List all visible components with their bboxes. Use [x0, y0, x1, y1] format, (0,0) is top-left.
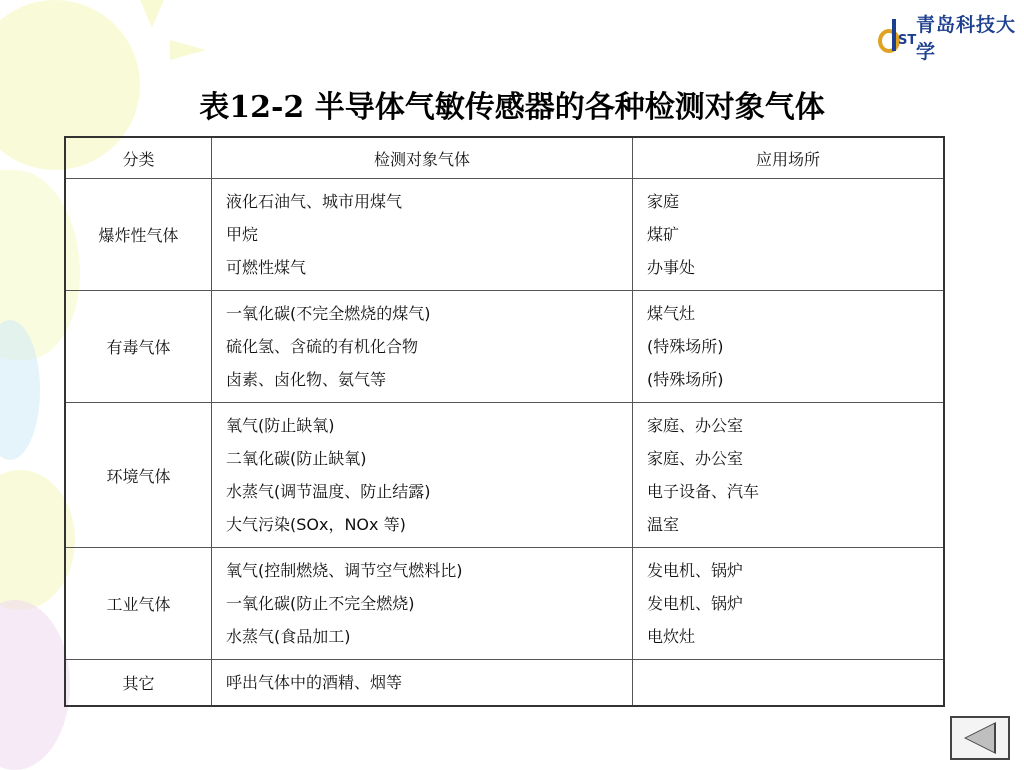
place-line: 家庭、办公室	[647, 449, 744, 468]
row-category: 爆炸性气体	[65, 179, 212, 291]
place-line: (特殊场所)	[647, 337, 724, 356]
table-row	[65, 660, 944, 707]
table-row	[65, 179, 944, 291]
place-line: 发电机、锅炉	[647, 561, 744, 580]
gas-line: 一氧化碳(防止不完全燃烧)	[226, 594, 415, 613]
gas-line: 卤素、卤化物、氨气等	[226, 370, 387, 389]
slide-title: 表12-2 半导体气敏传感器的各种检测对象气体	[199, 90, 825, 125]
gas-line: 二氧化碳(防止缺氧)	[226, 449, 367, 468]
place-line: 电子设备、汽车	[647, 482, 760, 501]
university-logo	[876, 10, 1024, 64]
gas-line: 一氧化碳(不完全燃烧的煤气)	[226, 304, 431, 323]
row-places	[633, 179, 945, 291]
header-gases: 检测对象气体	[212, 137, 633, 179]
row-places	[633, 660, 945, 707]
row-category: 其它	[65, 660, 212, 707]
table-header-row	[65, 137, 944, 179]
background-ray	[140, 0, 164, 28]
qust-logo-icon	[876, 17, 917, 57]
row-places	[633, 548, 945, 660]
table-row	[65, 548, 944, 660]
row-category: 有毒气体	[65, 291, 212, 403]
logo-mark-letters: ST	[898, 33, 917, 48]
row-gases	[212, 660, 633, 707]
gas-line: 甲烷	[226, 225, 259, 244]
row-category: 工业气体	[65, 548, 212, 660]
background-ray	[170, 40, 206, 60]
row-gases	[212, 403, 633, 548]
gas-line: 可燃性煤气	[226, 258, 307, 277]
table-row	[65, 291, 944, 403]
row-gases	[212, 548, 633, 660]
place-line: 办事处	[647, 258, 696, 277]
row-places	[633, 291, 945, 403]
row-gases	[212, 291, 633, 403]
place-line: 煤气灶	[647, 304, 696, 323]
place-line: 温室	[647, 515, 680, 534]
row-category: 环境气体	[65, 403, 212, 548]
place-line: (特殊场所)	[647, 370, 724, 389]
background-blob	[0, 600, 70, 770]
row-places	[633, 403, 945, 548]
gas-line: 大气污染(SOx，NOx 等)	[226, 515, 406, 534]
place-line: 发电机、锅炉	[647, 594, 744, 613]
row-gases	[212, 179, 633, 291]
header-category: 分类	[65, 137, 212, 179]
place-line: 家庭	[647, 192, 680, 211]
gas-table	[64, 136, 945, 707]
table-row	[65, 403, 944, 548]
gas-line: 水蒸气(调节温度、防止结露)	[226, 482, 431, 501]
header-places: 应用场所	[633, 137, 945, 179]
gas-line: 硫化氢、含硫的有机化合物	[226, 337, 419, 356]
place-line: 电炊灶	[647, 627, 696, 646]
place-line: 家庭、办公室	[647, 416, 744, 435]
previous-slide-button[interactable]	[950, 716, 1010, 760]
gas-line: 氧气(防止缺氧)	[226, 416, 335, 435]
gas-line: 液化石油气、城市用煤气	[226, 192, 403, 211]
gas-line: 呼出气体中的酒精、烟等	[226, 673, 403, 692]
place-line: 煤矿	[647, 225, 680, 244]
gas-line: 水蒸气(食品加工)	[226, 627, 351, 646]
university-name: 青岛科技大学	[916, 14, 1017, 63]
gas-line: 氧气(控制燃烧、调节空气燃料比)	[226, 561, 463, 580]
